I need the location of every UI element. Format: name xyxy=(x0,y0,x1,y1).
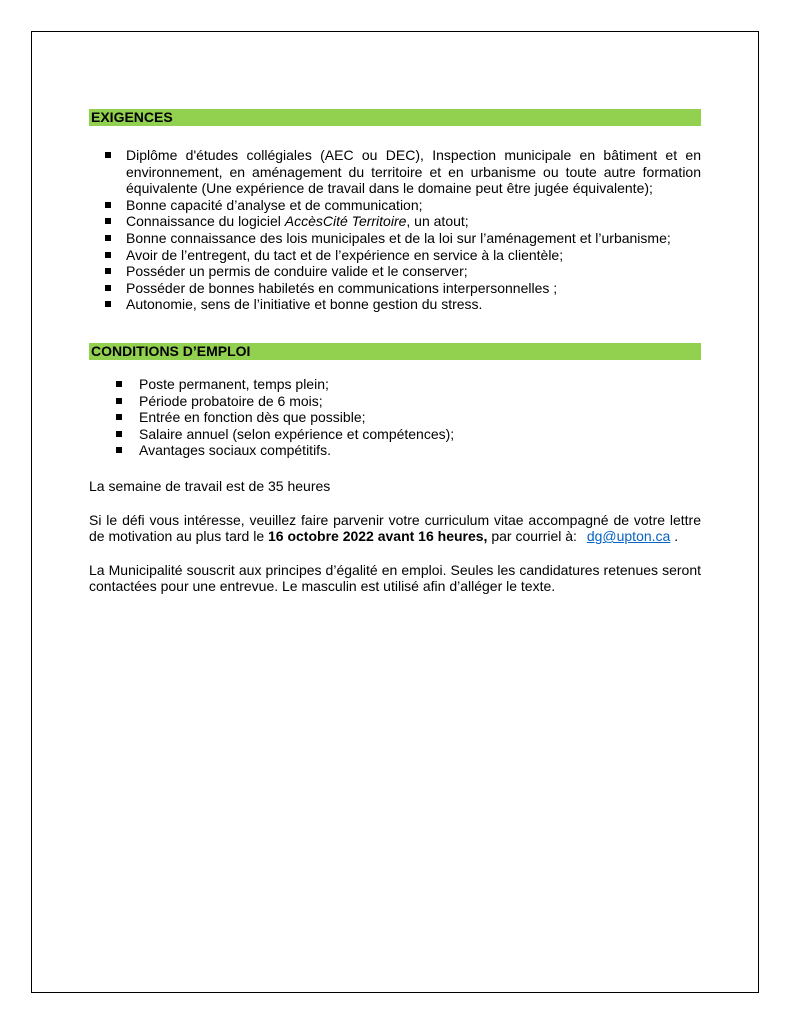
square-bullet-icon xyxy=(105,301,111,307)
square-bullet-icon xyxy=(116,398,122,404)
list-item: Diplôme d'études collégiales (AEC ou DEC), Inspection municipale en bâtiment et en environnement, en aménagement du territoire et en urbanisme ou toute autre formation équivalente (Une expérience de travail dans le domaine peut être jugée équivalente); xyxy=(89,147,701,197)
square-bullet-icon xyxy=(105,252,111,258)
square-bullet-icon xyxy=(116,447,122,453)
deadline-text: 16 octobre 2022 avant 16 heures, xyxy=(268,528,488,545)
list-item: Connaissance du logiciel AccèsCité Territoire, un atout; xyxy=(89,213,701,230)
list-item: Salaire annuel (selon expérience et compétences); xyxy=(89,426,701,443)
software-name: AccèsCité Territoire xyxy=(284,213,407,230)
list-item: Avantages sociaux compétitifs. xyxy=(89,442,701,459)
square-bullet-icon xyxy=(116,414,122,420)
list-item: Période probatoire de 6 mois; xyxy=(89,393,701,410)
list-item: Bonne connaissance des lois municipales et de la loi sur l’aménagement et l’urbanisme; xyxy=(89,230,701,247)
list-item: Bonne capacité d’analyse et de communication; xyxy=(89,197,701,214)
application-paragraph: Si le défi vous intéresse, veuillez faire parvenir votre curriculum vitae accompagné de votre lettre de motivation au plus tard le 16 octobre 2022 avant 16 heures, par courriel à: dg@upton.ca . xyxy=(89,511,701,545)
list-item: Autonomie, sens de l’initiative et bonne gestion du stress. xyxy=(89,296,701,313)
square-bullet-icon xyxy=(105,202,111,208)
list-item: Entrée en fonction dès que possible; xyxy=(89,409,701,426)
conditions-list xyxy=(89,376,701,459)
list-item: Avoir de l’entregent, du tact et de l’expérience en service à la clientèle; xyxy=(89,247,701,264)
square-bullet-icon xyxy=(105,268,111,274)
square-bullet-icon xyxy=(105,235,111,241)
square-bullet-icon xyxy=(105,218,111,224)
equality-paragraph: La Municipalité souscrit aux principes d’égalité en emploi. Seules les candidatures retenues seront contactées pour une entrevue. Le masculin est utilisé afin d’alléger le texte. xyxy=(89,561,701,595)
email-link[interactable]: dg@upton.ca xyxy=(586,528,671,545)
document-body xyxy=(89,109,701,595)
square-bullet-icon xyxy=(116,431,122,437)
section-header-conditions: CONDITIONS D’EMPLOI xyxy=(89,343,701,360)
list-item: Posséder de bonnes habiletés en communications interpersonnelles ; xyxy=(89,280,701,297)
work-week-paragraph: La semaine de travail est de 35 heures xyxy=(89,477,331,494)
list-item: Poste permanent, temps plein; xyxy=(89,376,701,393)
square-bullet-icon xyxy=(116,381,122,387)
square-bullet-icon xyxy=(105,285,111,291)
exigences-list xyxy=(89,147,701,313)
list-item: Posséder un permis de conduire valide et le conserver; xyxy=(89,263,701,280)
square-bullet-icon xyxy=(105,152,111,158)
section-header-exigences: EXIGENCES xyxy=(89,109,701,126)
